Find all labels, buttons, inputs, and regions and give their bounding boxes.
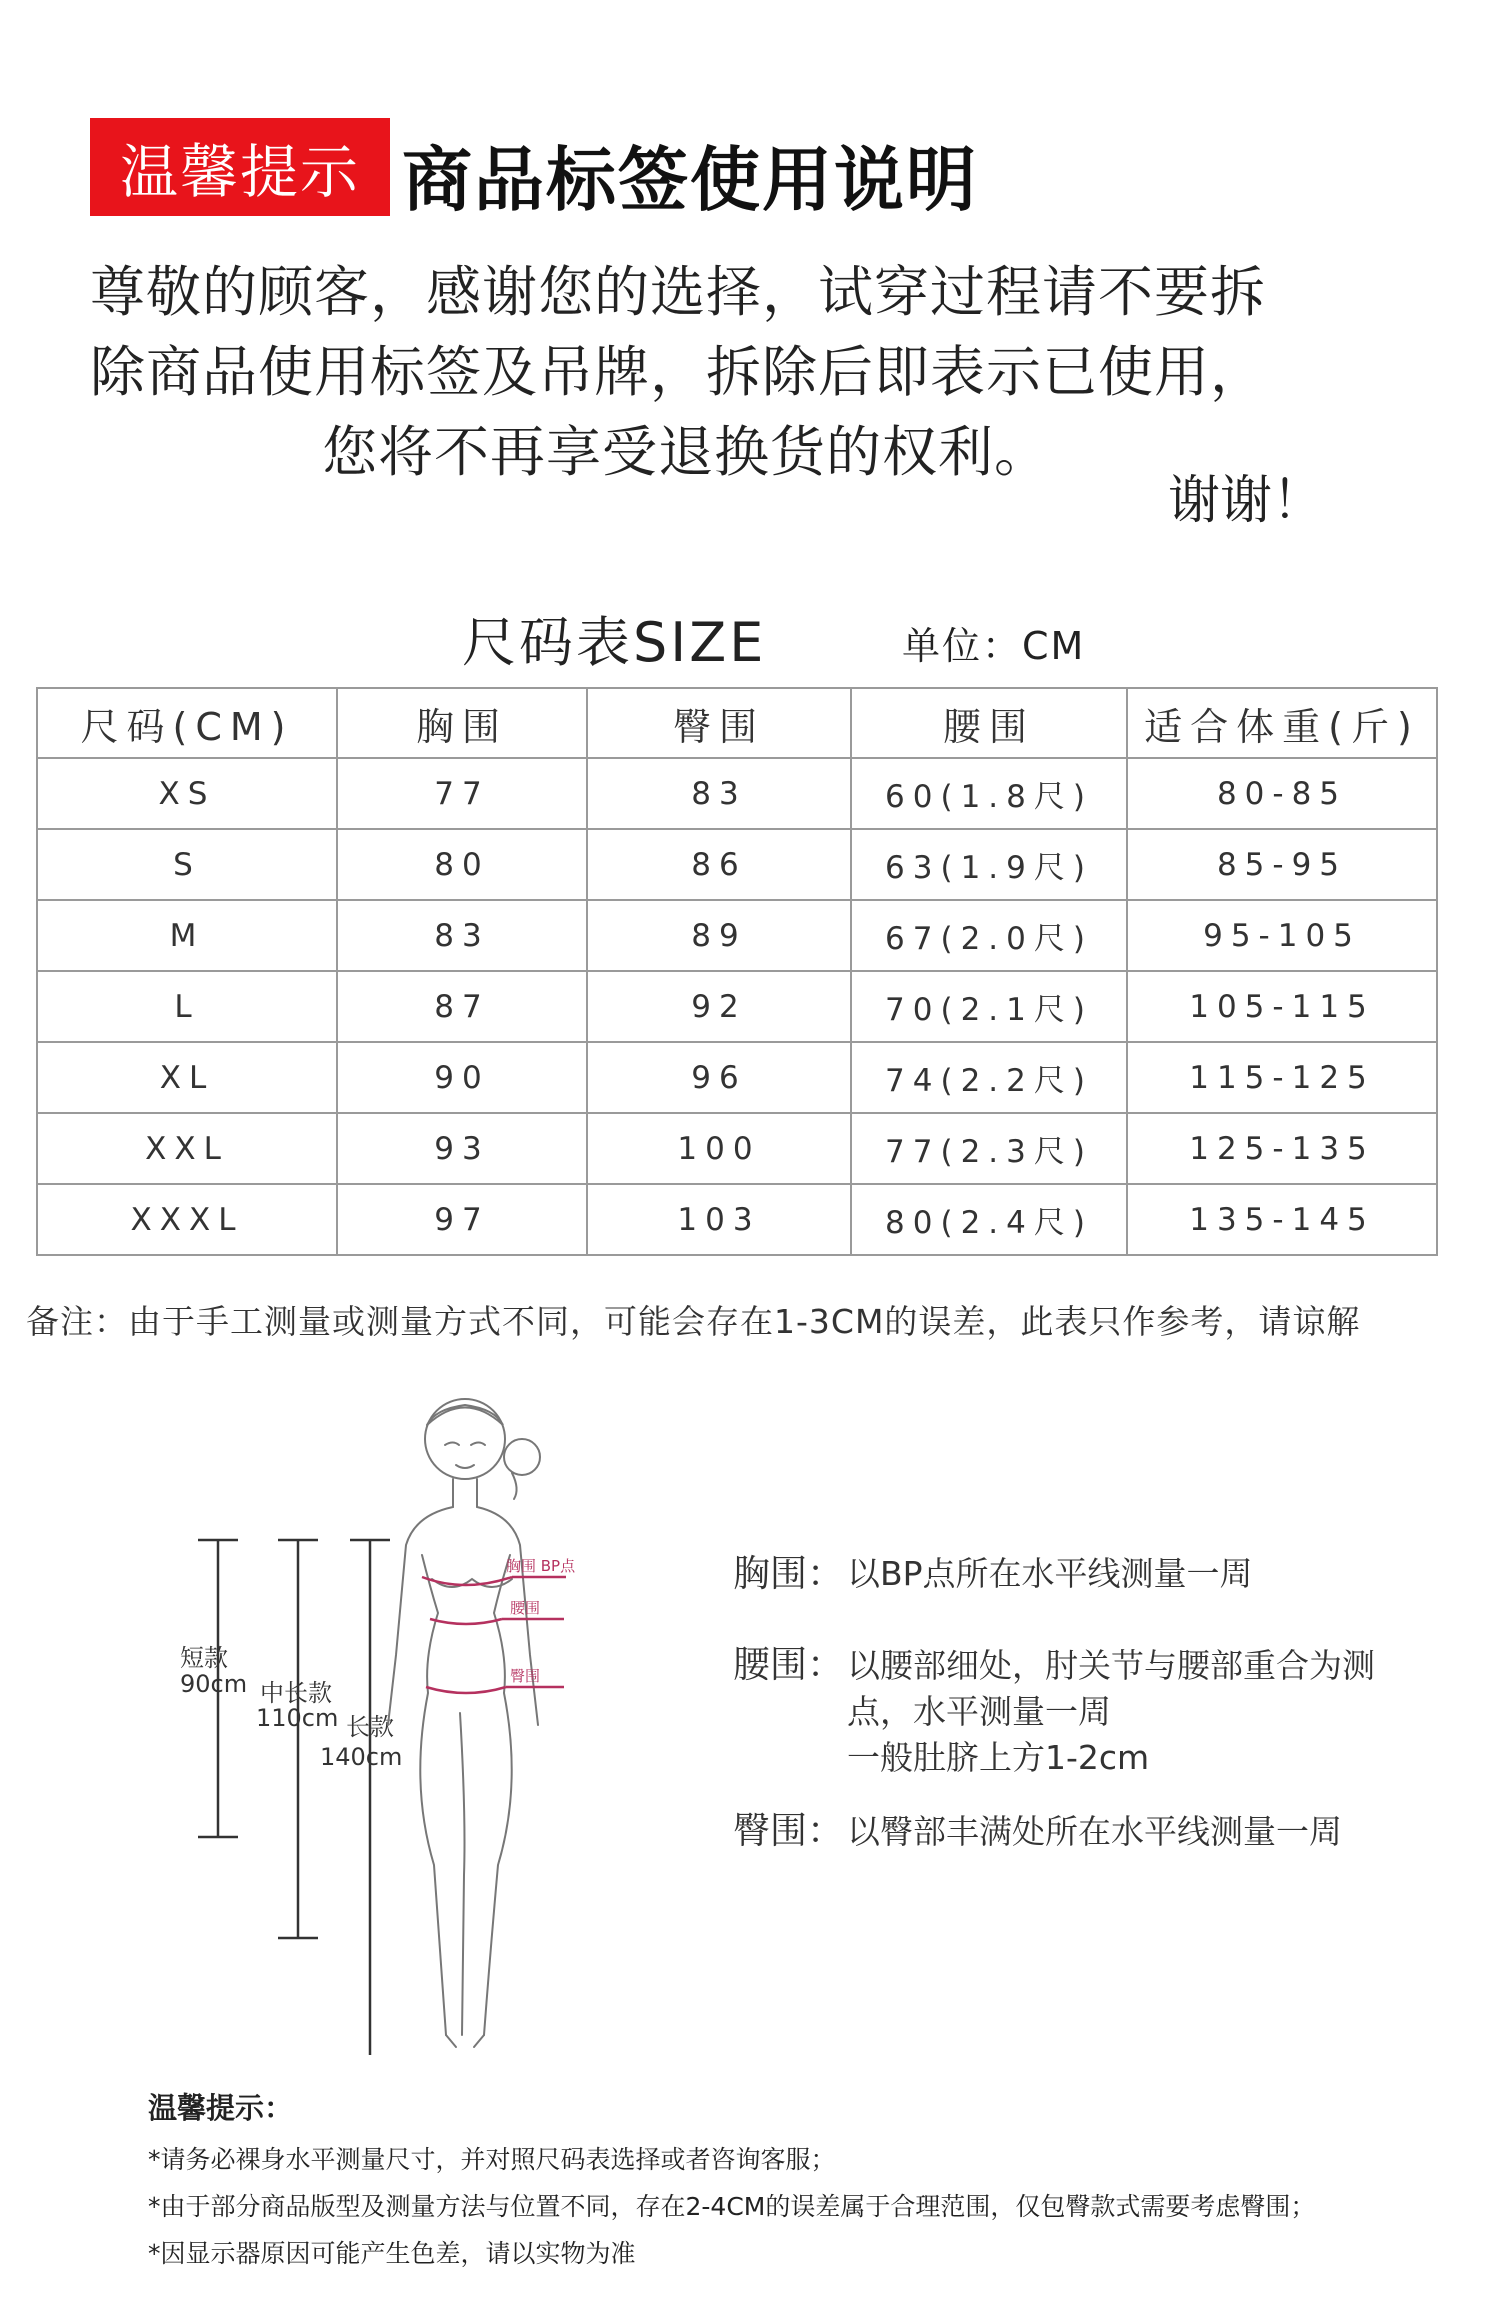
cell-chest: 93 xyxy=(337,1113,587,1184)
guide-hip-desc: 以臀部丰满处所在水平线测量一周 xyxy=(847,1812,1342,1851)
table-header-row xyxy=(37,688,1437,758)
cell-waist: 80(2.4尺) xyxy=(851,1184,1127,1255)
cell-waist: 74(2.2尺) xyxy=(851,1042,1127,1113)
cell-weight: 125-135 xyxy=(1127,1113,1437,1184)
size-table xyxy=(36,687,1438,1256)
col-size: 尺码(CM) xyxy=(37,688,337,758)
length-short-size: 90cm xyxy=(180,1670,248,1698)
cell-chest: 77 xyxy=(337,758,587,829)
warm-tip-tag: 温馨提示 xyxy=(90,118,390,216)
notice-line-2: 除商品使用标签及吊牌，拆除后即表示已使用， xyxy=(90,340,1267,404)
length-mid-size: 110cm xyxy=(256,1704,339,1732)
size-chart-unit: 单位：CM xyxy=(902,624,1086,668)
cell-size: M xyxy=(37,900,337,971)
size-chart-title: 尺码表SIZE xyxy=(462,611,767,674)
table-row xyxy=(37,1113,1437,1184)
cell-weight: 85-95 xyxy=(1127,829,1437,900)
notice-line-3: 您将不再享受退换货的权利。 xyxy=(322,420,1051,484)
cell-size: XXXL xyxy=(37,1184,337,1255)
guide-chest-term: 胸围： xyxy=(733,1552,844,1595)
woman-figure-illustration xyxy=(388,1399,540,2047)
cell-chest: 87 xyxy=(337,971,587,1042)
thanks-text: 谢谢！ xyxy=(1168,471,1325,531)
cell-chest: 80 xyxy=(337,829,587,900)
cell-size: XXL xyxy=(37,1113,337,1184)
guide-waist-term: 腰围： xyxy=(733,1643,844,1686)
cell-size: S xyxy=(37,829,337,900)
length-long-size: 140cm xyxy=(320,1743,403,1771)
cell-size: XS xyxy=(37,758,337,829)
table-row xyxy=(37,900,1437,971)
cell-weight: 115-125 xyxy=(1127,1042,1437,1113)
guide-waist-desc-1: 以腰部细处，肘关节与腰部重合为测 xyxy=(847,1646,1375,1685)
tip-item: *因显示器原因可能产生色差，请以实物为准 xyxy=(148,2239,636,2268)
cell-waist: 70(2.1尺) xyxy=(851,971,1127,1042)
cell-chest: 97 xyxy=(337,1184,587,1255)
cell-hip: 83 xyxy=(587,758,851,829)
length-long-name: 长款 xyxy=(346,1713,394,1741)
guide-waist-desc-2: 点，水平测量一周 xyxy=(847,1692,1111,1731)
tip-item: *由于部分商品版型及测量方法与位置不同，存在2-4CM的误差属于合理范围，仅包臀款式需要考虑臀围； xyxy=(148,2192,1316,2221)
cell-chest: 83 xyxy=(337,900,587,971)
cell-weight: 105-115 xyxy=(1127,971,1437,1042)
size-chart-remark: 备注：由于手工测量或测量方式不同，可能会存在1-3CM的误差，此表只作参考，请谅解 xyxy=(26,1302,1361,1341)
table-row xyxy=(37,1042,1437,1113)
cell-hip: 89 xyxy=(587,900,851,971)
tips-title: 温馨提示： xyxy=(148,2091,294,2125)
cell-hip: 96 xyxy=(587,1042,851,1113)
cell-waist: 77(2.3尺) xyxy=(851,1113,1127,1184)
chest-bp-label: 胸围 BP点 xyxy=(506,1557,576,1575)
cell-waist: 63(1.9尺) xyxy=(851,829,1127,900)
col-chest: 胸围 xyxy=(337,688,587,758)
table-row xyxy=(37,971,1437,1042)
col-hip: 臀围 xyxy=(587,688,851,758)
notice-line-1: 尊敬的顾客，感谢您的选择，试穿过程请不要拆 xyxy=(90,260,1267,324)
cell-waist: 60(1.8尺) xyxy=(851,758,1127,829)
guide-chest-desc: 以BP点所在水平线测量一周 xyxy=(847,1554,1253,1593)
guide-waist-desc-3: 一般肚脐上方1-2cm xyxy=(847,1738,1150,1777)
cell-weight: 135-145 xyxy=(1127,1184,1437,1255)
length-mid-name: 中长款 xyxy=(260,1679,332,1707)
col-weight: 适合体重(斤) xyxy=(1127,688,1437,758)
body-measurement-figure xyxy=(160,1395,620,2055)
waist-label: 腰围 xyxy=(510,1599,541,1617)
table-row xyxy=(37,758,1437,829)
cell-hip: 92 xyxy=(587,971,851,1042)
page-title: 商品标签使用说明 xyxy=(402,139,978,221)
cell-chest: 90 xyxy=(337,1042,587,1113)
col-waist: 腰围 xyxy=(851,688,1127,758)
length-scale-bars xyxy=(198,1540,390,2055)
table-row xyxy=(37,1184,1437,1255)
cell-hip: 100 xyxy=(587,1113,851,1184)
length-short-name: 短款 xyxy=(180,1644,228,1672)
tip-item: *请务必裸身水平测量尺寸，并对照尺码表选择或者咨询客服； xyxy=(148,2145,836,2174)
cell-hip: 86 xyxy=(587,829,851,900)
table-row xyxy=(37,829,1437,900)
cell-size: L xyxy=(37,971,337,1042)
cell-size: XL xyxy=(37,1042,337,1113)
cell-waist: 67(2.0尺) xyxy=(851,900,1127,971)
guide-hip-term: 臀围： xyxy=(733,1809,844,1852)
cell-hip: 103 xyxy=(587,1184,851,1255)
cell-weight: 80-85 xyxy=(1127,758,1437,829)
measurement-lines xyxy=(422,1577,566,1693)
hip-label: 臀围 xyxy=(510,1667,541,1685)
cell-weight: 95-105 xyxy=(1127,900,1437,971)
